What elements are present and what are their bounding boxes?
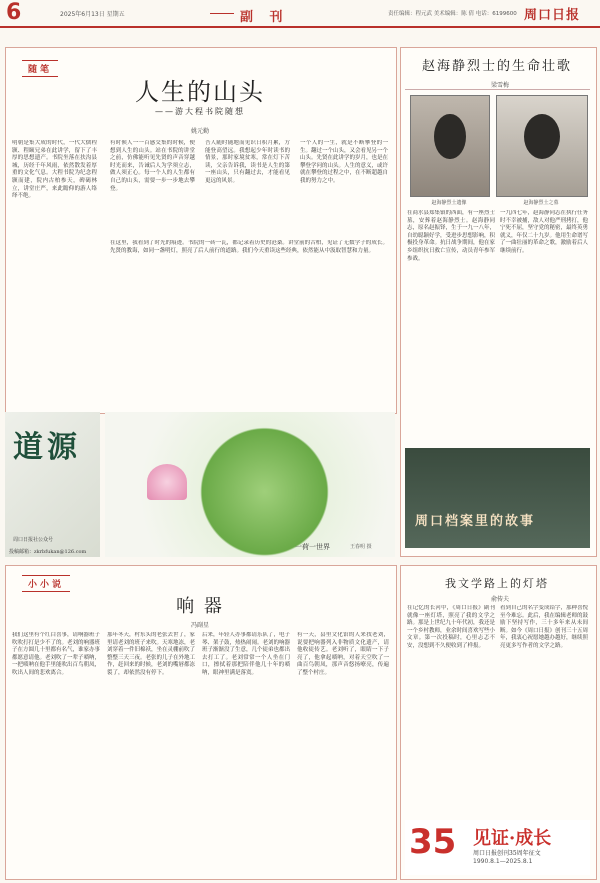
essay-column: 明朝是集大成的时代，一代大儒程颢、程颐兄弟在此讲学，留下了丰厚的思想遗产。书院坐落在扶沟县城，历经千年风雨，依然散发着厚重的文化气息。大程书院为纪念程颢而建，院内古柏参天，碑碣林立，讲堂庄严，来此瞻仰的游人络绎不绝。 xyxy=(12,140,97,200)
essay-title: 我文学路上的灯塔 xyxy=(445,577,549,590)
anniversary-badge xyxy=(405,820,590,875)
story-author: 冯副星 xyxy=(190,622,209,629)
story-column: 后来，年轻人办事都请乐队了，电子琴、架子鼓，热热闹闹。老刘的响器班子渐渐没了生意，几个徒弟也都出去打工了。老刘常常一个人坐在门口，擦拭着那把陪伴他几十年的唢呐，眼神里满是落寞。 xyxy=(202,632,290,676)
issue-date: 2025年6月13日 星期五 xyxy=(60,11,125,18)
lotus-photo xyxy=(105,412,395,557)
newspaper-logo: 周口日报 xyxy=(524,8,581,23)
essay-column: 看到自己的名字变成铅字，那种喜悦至今难忘。此后，我在编辑老师的鼓励下坚持写作，三十多年来从未间断。如今《周口日报》创刊三十五周年，我衷心祝愿她越办越好，继续照亮更多写作者的文学之路。 xyxy=(500,605,588,649)
essay-column: 有时候人一一百感交集的时候，便想到人生的山头。站在书院的讲堂之前，仿佛能听见先贤的声音穿越时光而来，告诫后人为学须立志，做人须正心。每一个人的人生都有自己的山头，需要一步一步地去攀登。 xyxy=(110,140,195,192)
story-column: 我们这里有个红白喜事，请响器班子吹吹打打是少不了的。老刘的响器班子在方圆几十里都有名气，谁家办事都愿意请他。老刘吹了一辈子唢呐，一把唢呐在他手里能吹出百鸟朝凤，吹出人间的悲欢离合。 xyxy=(12,632,100,676)
divider xyxy=(405,89,590,90)
martyr-author: 梁雪梅 xyxy=(490,82,509,89)
page-header xyxy=(0,0,600,28)
editor-credits: 责任编辑：程元武 美术编辑：陈 倩 电话：6199600 xyxy=(388,11,517,17)
story-tag: 小小说 xyxy=(22,575,70,592)
daoyuan-title: 道源 xyxy=(13,430,81,465)
daoyuan-caption: 周口日报社公众号 xyxy=(13,537,54,543)
essay-column: 在这里，我看到了时光的痕迹。书院的一砖一瓦，都记录着历史的沧桑。讲堂前的古柏，见证了无数学子的成长。先贤的教诲，如同一盏明灯，照亮了后人前行的道路。我们今天重读这些经典，依然能从中汲取智慧和力量。 xyxy=(110,240,388,254)
martyr-title: 赵海静烈士的生命壮歌 xyxy=(421,59,572,74)
martyr-portrait xyxy=(410,95,490,197)
story-title: 响 器 xyxy=(176,596,224,617)
essay-title: 人生的山头 xyxy=(135,78,265,106)
archive-banner-title: 周口档案里的故事 xyxy=(415,514,536,529)
photo-caption: 赵海静烈士之墓 xyxy=(523,200,559,206)
anniversary-title: 见证·成长 xyxy=(473,828,552,849)
section-title: 副 刊 xyxy=(240,6,289,25)
essay-column: 一个人的一生，就是不断攀登的一生。翻过一个山头，又会看见另一个山头。先贤在此讲学的岁月，也是在攀登学问的山头。人生的意义，或许就在攀登的过程之中，在不断超越自我的努力之中。 xyxy=(300,140,388,184)
story-column: 那年冬天，村东头的老张去世了，家里请老刘的班子来吹。天寒地冻，老刘穿着一件旧棉袄，坐在灵棚前吹了整整三天三夜。老张的儿子在外地工作，赶回来的时候，老刘的嘴唇都冻裂了，却依然没有停下。 xyxy=(107,632,195,676)
essay-subtitle: ——游大程书院随想 xyxy=(155,107,245,116)
photo-caption: 赵海静烈士遗像 xyxy=(431,200,467,206)
daoyuan-box xyxy=(5,412,100,557)
martyr-tomb-photo xyxy=(496,95,588,197)
essay-column: 在记忆的长河中，《周口日报》副刊就像一座灯塔，照亮了我的文学之路。那是上世纪九十年代初，我还是一个乡村教师，业余时间喜欢写些小文章。第一次投稿时，心里忐忑不安，没想到不久便收到了样报。 xyxy=(407,605,495,649)
anniversary-dates: 1990.8.1—2025.8.1 xyxy=(473,858,533,865)
photo-caption: 一荷一世界 xyxy=(295,543,330,551)
lotus-flower xyxy=(147,464,187,500)
essay-author: 俞传夫 xyxy=(490,596,509,603)
anniversary-number: 35 xyxy=(409,822,457,862)
photo-credit: 王春明 摄 xyxy=(350,544,372,550)
martyr-column: 一九四七年，赵海静同志在执行任务时不幸被捕，敌人对他严刑拷打，他宁死不屈，坚守党的秘密，最终英勇就义，年仅二十九岁。他用生命谱写了一曲壮丽的革命之歌，激励着后人继续前行。 xyxy=(500,210,588,254)
martyr-column: 在商水县郑集镇的西面，有一座烈士墓，安葬着赵海静烈士。赵海静同志，原名赵振铎，生于一九一八年，自幼聪颖好学，受进步思想影响，积极投身革命。抗日战争期间，他在家乡组织抗日救亡宣传，动员青年参军参战。 xyxy=(407,210,495,262)
anniversary-subtitle: 周口日报创刊35周年征文 xyxy=(473,850,541,857)
essay-column: 吾人随时随地而见识日积月累，方能登高望远。我想起少年时读书的情景，那时家境贫寒，常在灯下苦读，父亲告诉我，读书是人生的第一座山头，只有翻过去，才能看见更远的风景。 xyxy=(205,140,290,184)
archive-banner xyxy=(405,448,590,548)
essay-author: 姚元勤 xyxy=(190,128,209,135)
page-number: 6 xyxy=(6,0,22,25)
essay-tag: 随笔 xyxy=(22,60,58,77)
daoyuan-email: 投稿邮箱：zkrbfukan@126.com xyxy=(9,549,87,555)
story-column: 有一天，县里文化馆的人来找老刘，说要把响器列入非物质文化遗产，请他收徒传艺。老刘听了，眼睛一下子亮了，他拿起唢呐，对着天空吹了一曲百鸟朝凤，那声音悠扬嘹亮，传遍了整个村庄。 xyxy=(297,632,389,676)
